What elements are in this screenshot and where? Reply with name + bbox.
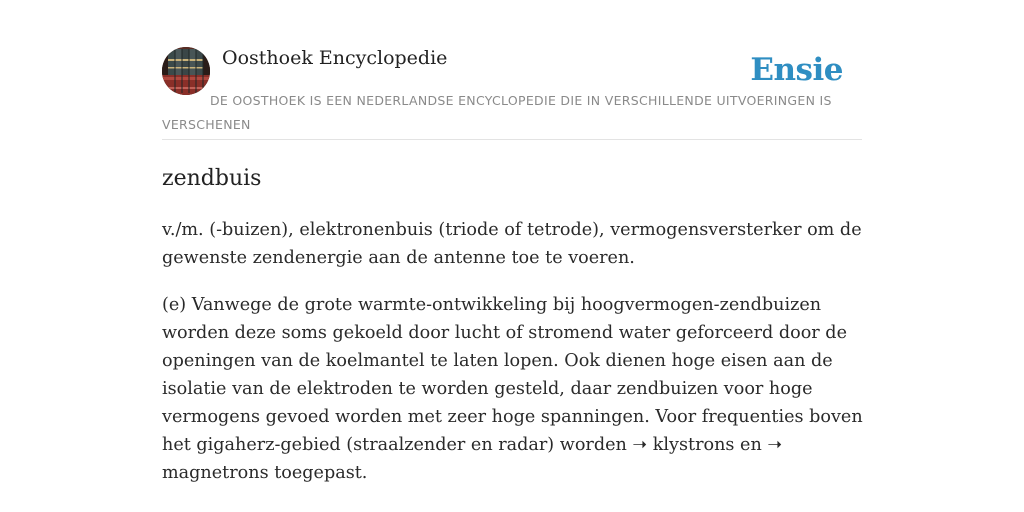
content bbox=[162, 0, 863, 483]
site-tagline: DE OOSTHOEK IS EEN NEDERLANDSE ENCYCLOPEDIE DIE IN VERSCHILLENDE UITVOERINGEN IS VERSCHENEN bbox=[162, 93, 832, 132]
ensie-logo-link[interactable]: Ensie bbox=[750, 52, 843, 88]
site-name-link[interactable]: Oosthoek Encyclopedie bbox=[222, 47, 448, 69]
encyclopedia-books-icon[interactable] bbox=[162, 47, 210, 95]
article-paragraph-definition: v./m. (-buizen), elektronenbuis (triode of tetrode), vermogensversterker om de gewenste zendenergie aan de antenne toe te voeren. bbox=[162, 220, 862, 268]
article-paragraph-explanation: (e) Vanwege de grote warmte-ontwikkeling bij hoogvermogen-zendbuizen worden deze soms gekoeld door lucht of stromend water geforceerd door de openingen van de koelmantel te laten lopen. Ook dienen hoge eisen aan de isolatie van de elektroden te worden gesteld, daar zendbuizen voor hoge vermogens gevoed worden met zeer hoge spanningen. Voor frequenties boven het gigaherz-gebied (straalzender en radar) worden ➝ klystrons en ➝ magnetrons toegepast. bbox=[162, 295, 863, 483]
article-title: zendbuis bbox=[162, 166, 262, 191]
site-header bbox=[162, 0, 862, 140]
